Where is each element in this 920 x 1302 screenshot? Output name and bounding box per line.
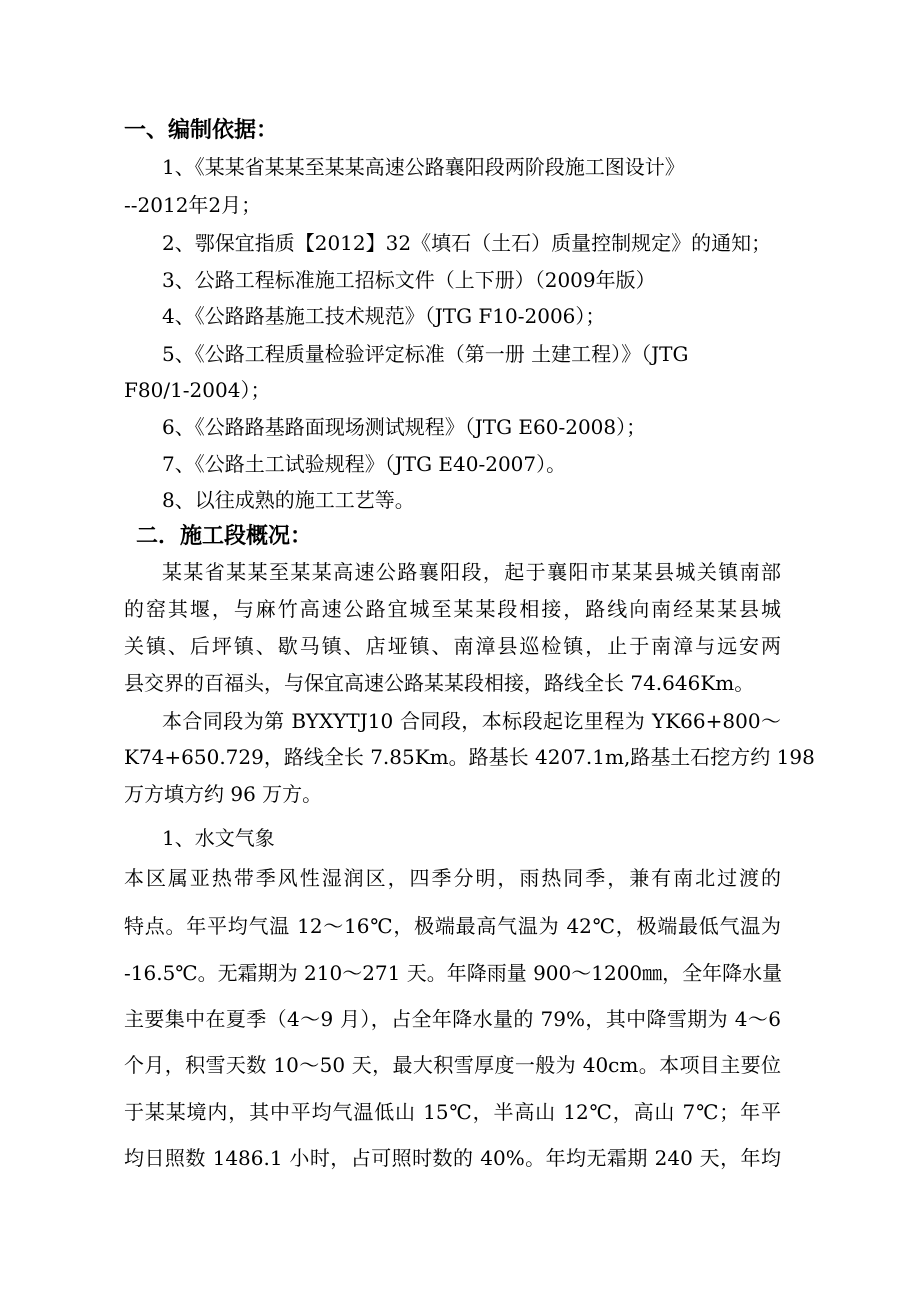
hydrology-line4: 主要集中在夏季（4～9 月），占全年降水量的 79%，其中降雪期为 4～6 [124, 1007, 781, 1031]
overview-para2-line3: 万方填方约 96 万方。 [124, 782, 323, 806]
hydrology-line6: 于某某境内，其中平均气温低山 15℃，半高山 12℃，高山 7℃；年平 [124, 1100, 781, 1124]
basis-item-5: 5、《公路工程质量检验评定标准（第一册 土建工程）》（JTG [162, 342, 689, 366]
hydrology-line7: 均日照数 1486.1 小时，占可照时数的 40%。年均无霜期 240 天，年均 [124, 1146, 781, 1170]
basis-item-4: 4、《公路路基施工技术规范》（JTG F10-2006）； [162, 304, 606, 328]
hydrology-line5: 个月，积雪天数 10～50 天，最大积雪厚度一般为 40cm。本项目主要位 [124, 1053, 781, 1077]
basis-item-3: 3、公路工程标准施工招标文件（上下册）（2009年版） [162, 268, 656, 292]
overview-para1-line4: 县交界的百福头，与保宜高速公路某某段相接，路线全长 74.646Km。 [124, 671, 755, 695]
overview-para1-line2: 的窑其堰，与麻竹高速公路宜城至某某段相接，路线向南经某某县城 [124, 597, 781, 621]
basis-item-5-cont: F80/1-2004）； [124, 378, 271, 402]
overview-para2-line2: K74+650.729，路线全长 7.85Km。路基长 4207.1m,路基土石挖方约 198 [124, 745, 815, 769]
overview-para2-line1: 本合同段为第 BYXYTJ10 合同段，本标段起讫里程为 YK66+800～ [162, 709, 781, 733]
hydrology-line2: 特点。年平均气温 12～16℃，极端最高气温为 42℃，极端最低气温为 [124, 914, 781, 938]
basis-item-8: 8、以往成熟的施工工艺等。 [162, 488, 415, 512]
hydrology-line1: 本区属亚热带季风性湿润区，四季分明，雨热同季，兼有南北过渡的 [124, 866, 781, 890]
basis-item-1-cont: --2012年2月； [124, 193, 262, 217]
basis-item-6: 6、《公路路基路面现场测试规程》（JTG E60-2008）； [162, 415, 647, 439]
basis-item-1: 1、《某某省某某至某某高速公路襄阳段两阶段施工图设计》 [162, 155, 685, 179]
hydrology-line3: -16.5℃。无霜期为 210～271 天。年降雨量 900～1200㎜，全年降水量 [124, 961, 783, 985]
overview-para1-line3: 关镇、后坪镇、歇马镇、店垭镇、南漳县巡检镇，止于南漳与远安两 [124, 634, 781, 658]
section-heading-basis: 一、编制依据： [124, 118, 279, 143]
basis-item-7: 7、《公路土工试验规程》（JTG E40-2007）。 [162, 452, 567, 476]
basis-item-2: 2、鄂保宜指质【2012】32《填石（土石）质量控制规定》的通知； [162, 231, 772, 255]
section-heading-overview: 二．施工段概况： [136, 524, 313, 549]
overview-para1-line1: 某某省某某至某某高速公路襄阳段，起于襄阳市某某县城关镇南部 [162, 560, 781, 584]
subsection-hydrology-title: 1、水文气象 [162, 826, 275, 850]
